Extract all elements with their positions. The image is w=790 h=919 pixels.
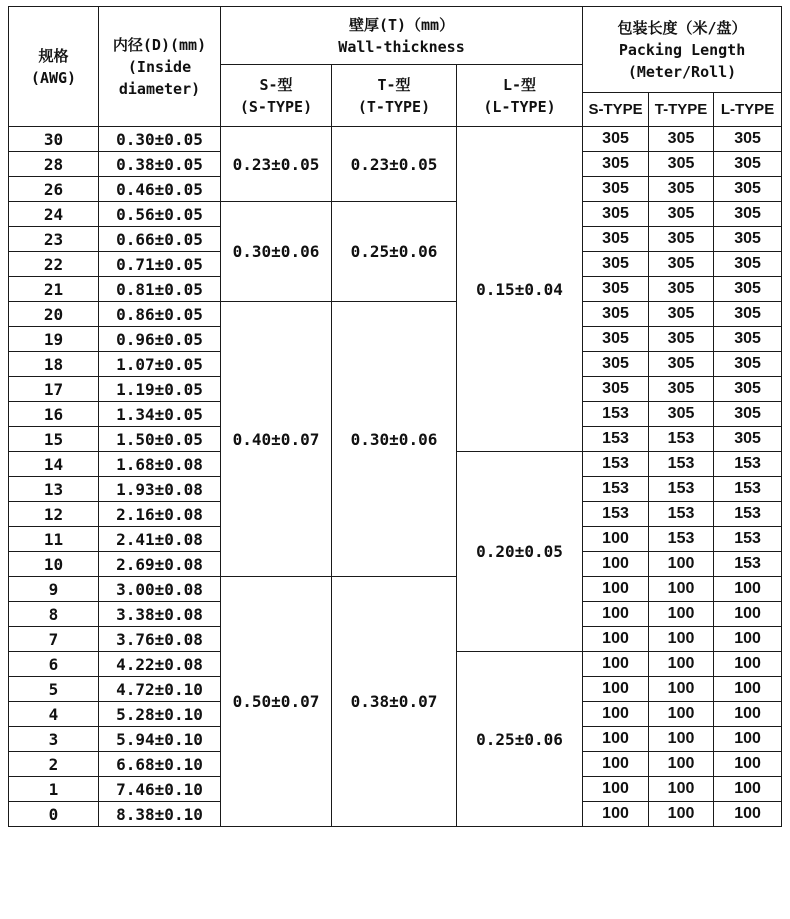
awg-cell: 6	[9, 652, 99, 677]
pack-s-type-cell: 100	[583, 752, 649, 777]
inside-diameter-cell: 2.16±0.08	[99, 502, 221, 527]
awg-cell: 9	[9, 577, 99, 602]
pack-l-type-cell: 100	[714, 602, 782, 627]
inside-diameter-cell: 3.00±0.08	[99, 577, 221, 602]
pack-s-type-cell: 100	[583, 627, 649, 652]
pack-s-type-cell: 305	[583, 202, 649, 227]
pack-t-type-cell: 100	[649, 752, 714, 777]
awg-cell: 13	[9, 477, 99, 502]
inside-diameter-cell: 4.72±0.10	[99, 677, 221, 702]
pack-t-type-cell: 153	[649, 452, 714, 477]
table-row	[9, 202, 782, 227]
wall-l-type-cell: 0.25±0.06	[457, 652, 583, 827]
header-l-type	[457, 65, 583, 127]
pack-s-type-cell: 305	[583, 352, 649, 377]
pack-t-type-cell: 305	[649, 402, 714, 427]
inside-diameter-cell: 4.22±0.08	[99, 652, 221, 677]
awg-cell: 28	[9, 152, 99, 177]
header-l-type-en: (L-TYPE)	[483, 97, 556, 116]
awg-cell: 1	[9, 777, 99, 802]
pack-t-type-cell: 100	[649, 602, 714, 627]
pack-l-type-cell: 100	[714, 752, 782, 777]
wall-t-type-cell: 0.23±0.05	[332, 127, 457, 202]
inside-diameter-cell: 0.56±0.05	[99, 202, 221, 227]
table-row	[9, 577, 782, 602]
header-inside-zh: 内径(D)(mm)	[112, 35, 207, 54]
wall-t-type-cell: 0.38±0.07	[332, 577, 457, 827]
inside-diameter-cell: 6.68±0.10	[99, 752, 221, 777]
awg-cell: 14	[9, 452, 99, 477]
inside-diameter-cell: 1.50±0.05	[99, 427, 221, 452]
inside-diameter-cell: 0.66±0.05	[99, 227, 221, 252]
wall-t-type-cell: 0.30±0.06	[332, 302, 457, 577]
header-inside-diameter	[99, 7, 221, 127]
awg-cell: 17	[9, 377, 99, 402]
pack-l-type-cell: 153	[714, 527, 782, 552]
header-inside-en2: diameter)	[118, 79, 201, 98]
pack-t-type-cell: 305	[649, 327, 714, 352]
inside-diameter-cell: 3.76±0.08	[99, 627, 221, 652]
pack-s-type-cell: 305	[583, 252, 649, 277]
header-wall-zh: 壁厚(T)（mm）	[348, 15, 455, 34]
awg-cell: 19	[9, 327, 99, 352]
pack-s-type-cell: 100	[583, 527, 649, 552]
awg-cell: 0	[9, 802, 99, 827]
pack-s-type-cell: 153	[583, 427, 649, 452]
pack-t-type-cell: 153	[649, 527, 714, 552]
pack-t-type-cell: 305	[649, 252, 714, 277]
pack-s-type-cell: 100	[583, 802, 649, 827]
pack-l-type-cell: 100	[714, 802, 782, 827]
awg-cell: 16	[9, 402, 99, 427]
pack-s-type-cell: 100	[583, 602, 649, 627]
awg-cell: 2	[9, 752, 99, 777]
pack-s-type-cell: 305	[583, 127, 649, 152]
inside-diameter-cell: 1.34±0.05	[99, 402, 221, 427]
pack-l-type-cell: 153	[714, 452, 782, 477]
pack-s-type-cell: 100	[583, 677, 649, 702]
pack-t-type-cell: 305	[649, 227, 714, 252]
pack-l-type-cell: 305	[714, 152, 782, 177]
wall-l-type-cell: 0.15±0.04	[457, 127, 583, 452]
pack-t-type-cell: 305	[649, 202, 714, 227]
inside-diameter-cell: 5.28±0.10	[99, 702, 221, 727]
pack-t-type-cell: 153	[649, 477, 714, 502]
pack-l-type-cell: 100	[714, 777, 782, 802]
pack-l-type-cell: 100	[714, 727, 782, 752]
inside-diameter-cell: 0.38±0.05	[99, 152, 221, 177]
pack-l-type-cell: 305	[714, 227, 782, 252]
header-t-type	[332, 65, 457, 127]
awg-cell: 24	[9, 202, 99, 227]
table-row	[9, 302, 782, 327]
header-wall-en: Wall-thickness	[338, 37, 465, 56]
pack-s-type-cell: 100	[583, 652, 649, 677]
pack-s-type-cell: 100	[583, 552, 649, 577]
pack-l-type-cell: 100	[714, 627, 782, 652]
pack-t-type-cell: 100	[649, 777, 714, 802]
awg-cell: 12	[9, 502, 99, 527]
pack-l-type-cell: 153	[714, 502, 782, 527]
pack-l-type-cell: 305	[714, 202, 782, 227]
header-s-type	[221, 65, 332, 127]
tube-spec-table	[8, 6, 782, 827]
pack-s-type-cell: 305	[583, 152, 649, 177]
pack-s-type-cell: 305	[583, 277, 649, 302]
awg-cell: 11	[9, 527, 99, 552]
pack-l-type-cell: 305	[714, 402, 782, 427]
pack-s-type-cell: 305	[583, 302, 649, 327]
pack-l-type-cell: 305	[714, 252, 782, 277]
inside-diameter-cell: 1.07±0.05	[99, 352, 221, 377]
pack-l-type-cell: 305	[714, 127, 782, 152]
inside-diameter-cell: 1.19±0.05	[99, 377, 221, 402]
awg-cell: 10	[9, 552, 99, 577]
pack-s-type-cell: 100	[583, 777, 649, 802]
pack-t-type-cell: 305	[649, 152, 714, 177]
wall-s-type-cell: 0.30±0.06	[221, 202, 332, 302]
pack-s-type-cell: 153	[583, 477, 649, 502]
header-pack-en2: (Meter/Roll)	[627, 62, 737, 81]
pack-l-type-cell: 100	[714, 702, 782, 727]
pack-s-type-cell: 153	[583, 452, 649, 477]
inside-diameter-cell: 2.69±0.08	[99, 552, 221, 577]
pack-t-type-cell: 100	[649, 627, 714, 652]
inside-diameter-cell: 2.41±0.08	[99, 527, 221, 552]
awg-cell: 20	[9, 302, 99, 327]
awg-cell: 5	[9, 677, 99, 702]
pack-l-type-cell: 305	[714, 427, 782, 452]
pack-s-type-cell: 153	[583, 502, 649, 527]
pack-t-type-cell: 305	[649, 277, 714, 302]
inside-diameter-cell: 8.38±0.10	[99, 802, 221, 827]
header-packing-length	[583, 7, 782, 93]
pack-l-type-cell: 100	[714, 652, 782, 677]
pack-t-type-cell: 100	[649, 652, 714, 677]
pack-l-type-cell: 305	[714, 327, 782, 352]
header-gauge	[9, 7, 99, 127]
header-pack-s-type: S-TYPE	[583, 93, 649, 127]
pack-l-type-cell: 153	[714, 552, 782, 577]
pack-t-type-cell: 100	[649, 552, 714, 577]
pack-s-type-cell: 100	[583, 727, 649, 752]
table-row	[9, 127, 782, 152]
pack-s-type-cell: 153	[583, 402, 649, 427]
pack-t-type-cell: 305	[649, 177, 714, 202]
wall-t-type-cell: 0.25±0.06	[332, 202, 457, 302]
inside-diameter-cell: 7.46±0.10	[99, 777, 221, 802]
header-wall-thickness	[221, 7, 583, 65]
pack-t-type-cell: 100	[649, 702, 714, 727]
pack-l-type-cell: 305	[714, 352, 782, 377]
pack-l-type-cell: 305	[714, 277, 782, 302]
awg-cell: 8	[9, 602, 99, 627]
pack-t-type-cell: 305	[649, 377, 714, 402]
pack-s-type-cell: 100	[583, 577, 649, 602]
wall-s-type-cell: 0.50±0.07	[221, 577, 332, 827]
header-gauge-en: (AWG)	[30, 68, 77, 87]
inside-diameter-cell: 1.93±0.08	[99, 477, 221, 502]
inside-diameter-cell: 1.68±0.08	[99, 452, 221, 477]
inside-diameter-cell: 0.46±0.05	[99, 177, 221, 202]
pack-l-type-cell: 153	[714, 477, 782, 502]
awg-cell: 15	[9, 427, 99, 452]
header-s-type-en: (S-TYPE)	[239, 97, 313, 116]
pack-l-type-cell: 305	[714, 377, 782, 402]
header-gauge-zh: 规格	[38, 46, 69, 65]
inside-diameter-cell: 0.86±0.05	[99, 302, 221, 327]
wall-s-type-cell: 0.23±0.05	[221, 127, 332, 202]
pack-t-type-cell: 305	[649, 127, 714, 152]
pack-s-type-cell: 305	[583, 177, 649, 202]
pack-t-type-cell: 100	[649, 677, 714, 702]
awg-cell: 7	[9, 627, 99, 652]
header-t-type-zh: T-型	[377, 75, 411, 94]
wall-s-type-cell: 0.40±0.07	[221, 302, 332, 577]
pack-t-type-cell: 305	[649, 302, 714, 327]
awg-cell: 18	[9, 352, 99, 377]
awg-cell: 4	[9, 702, 99, 727]
pack-l-type-cell: 100	[714, 577, 782, 602]
inside-diameter-cell: 0.71±0.05	[99, 252, 221, 277]
header-pack-zh: 包装长度（米/盘）	[617, 18, 747, 37]
pack-t-type-cell: 100	[649, 727, 714, 752]
inside-diameter-cell: 5.94±0.10	[99, 727, 221, 752]
pack-t-type-cell: 100	[649, 577, 714, 602]
pack-t-type-cell: 100	[649, 802, 714, 827]
pack-l-type-cell: 305	[714, 177, 782, 202]
pack-t-type-cell: 153	[649, 427, 714, 452]
pack-l-type-cell: 305	[714, 302, 782, 327]
wall-l-type-cell: 0.20±0.05	[457, 452, 583, 652]
header-l-type-zh: L-型	[502, 75, 537, 94]
awg-cell: 30	[9, 127, 99, 152]
inside-diameter-cell: 0.81±0.05	[99, 277, 221, 302]
awg-cell: 23	[9, 227, 99, 252]
header-t-type-en: (T-TYPE)	[357, 97, 431, 116]
header-pack-en1: Packing Length	[618, 40, 746, 59]
awg-cell: 21	[9, 277, 99, 302]
header-pack-t-type: T-TYPE	[649, 93, 714, 127]
inside-diameter-cell: 0.96±0.05	[99, 327, 221, 352]
pack-l-type-cell: 100	[714, 677, 782, 702]
pack-s-type-cell: 305	[583, 327, 649, 352]
header-inside-en1: (Inside	[127, 57, 192, 76]
header-s-type-zh: S-型	[259, 75, 293, 94]
awg-cell: 26	[9, 177, 99, 202]
awg-cell: 22	[9, 252, 99, 277]
header-pack-l-type: L-TYPE	[714, 93, 782, 127]
table-body	[9, 127, 782, 827]
table-header	[9, 7, 782, 127]
pack-t-type-cell: 153	[649, 502, 714, 527]
inside-diameter-cell: 3.38±0.08	[99, 602, 221, 627]
pack-s-type-cell: 305	[583, 227, 649, 252]
inside-diameter-cell: 0.30±0.05	[99, 127, 221, 152]
awg-cell: 3	[9, 727, 99, 752]
pack-s-type-cell: 100	[583, 702, 649, 727]
pack-t-type-cell: 305	[649, 352, 714, 377]
pack-s-type-cell: 305	[583, 377, 649, 402]
